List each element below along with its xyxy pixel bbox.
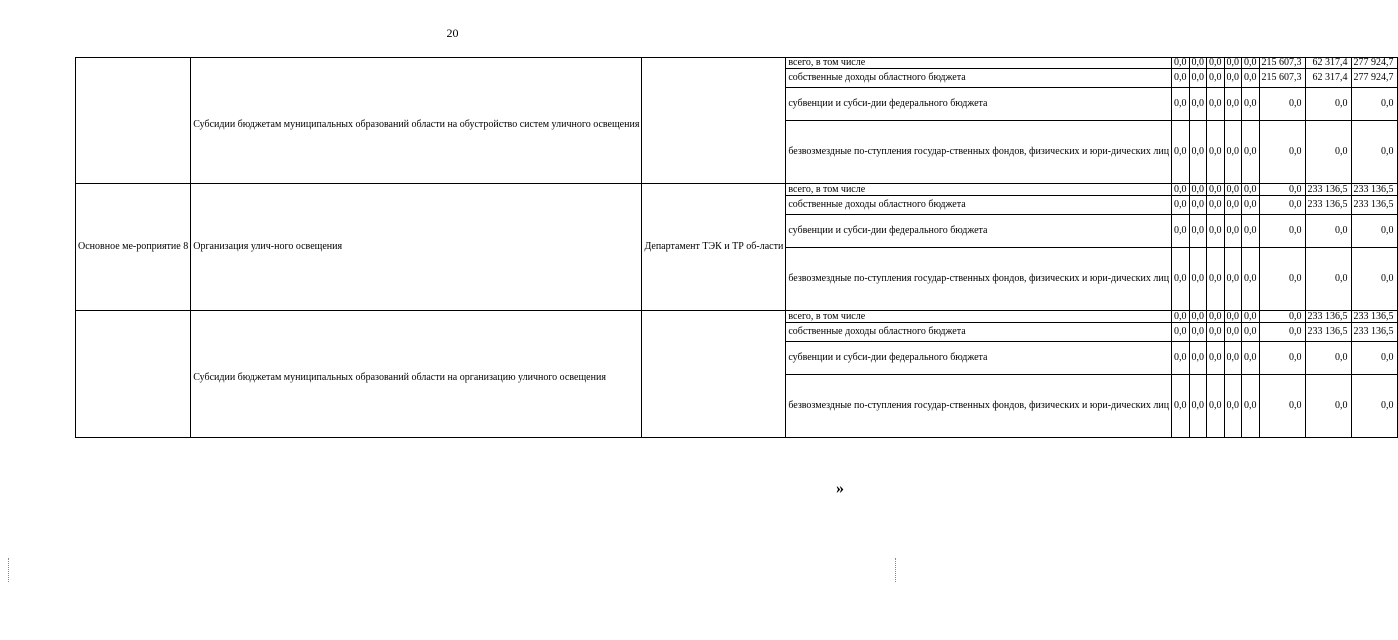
amount-cell: 0,0 <box>1242 184 1260 196</box>
funding-source-label: субвенции и субси-дии федерального бюджета <box>786 88 1172 121</box>
amount-cell: 0,0 <box>1189 121 1207 184</box>
executor-cell <box>642 311 786 438</box>
amount-cell: 0,0 <box>1189 184 1207 196</box>
amount-cell: 0,0 <box>1351 342 1397 375</box>
funding-source-label: собственные доходы областного бюджета <box>786 323 1172 342</box>
measure-name-cell-text: Организация улич-ного освещения <box>193 241 343 252</box>
amount-cell: 0,0 <box>1224 342 1242 375</box>
measure-name-cell <box>191 58 642 184</box>
measure-name-cell <box>191 184 642 311</box>
amount-cell: 0,0 <box>1259 248 1305 311</box>
executor-cell <box>642 184 786 311</box>
amount-cell: 0,0 <box>1172 215 1190 248</box>
amount-cell: 62 317,4 <box>1305 69 1351 88</box>
amount-cell: 0,0 <box>1242 88 1260 121</box>
amount-cell: 233 136,5 <box>1305 311 1351 323</box>
amount-cell: 0,0 <box>1259 375 1305 438</box>
amount-cell: 0,0 <box>1172 375 1190 438</box>
amount-cell: 0,0 <box>1224 196 1242 215</box>
amount-cell: 0,0 <box>1242 69 1260 88</box>
funding-source-label: субвенции и субси-дии федерального бюджета <box>786 342 1172 375</box>
event-cell <box>76 184 191 311</box>
amount-cell: 0,0 <box>1259 184 1305 196</box>
amount-cell: 0,0 <box>1242 323 1260 342</box>
table-body <box>76 58 1398 438</box>
event-cell-text: Основное ме-роприятие 8 <box>78 241 189 252</box>
measure-name-cell-text: Субсидии бюджетам муниципальных образований области на обустройство систем уличного освещения <box>193 118 640 130</box>
page-number: 20 <box>446 26 459 40</box>
amount-cell: 0,0 <box>1172 69 1190 88</box>
amount-cell: 233 136,5 <box>1351 184 1397 196</box>
amount-cell: 0,0 <box>1305 88 1351 121</box>
amount-cell: 233 136,5 <box>1305 196 1351 215</box>
amount-cell: 0,0 <box>1351 248 1397 311</box>
amount-cell: 0,0 <box>1224 311 1242 323</box>
amount-cell: 0,0 <box>1224 58 1242 69</box>
amount-cell: 0,0 <box>1351 121 1397 184</box>
amount-cell: 0,0 <box>1259 196 1305 215</box>
funding-source-label: всего, в том числе <box>786 58 1172 69</box>
funding-source-label: всего, в том числе <box>786 184 1172 196</box>
amount-cell: 0,0 <box>1207 248 1225 311</box>
amount-cell: 0,0 <box>1207 121 1225 184</box>
amount-cell: 0,0 <box>1189 375 1207 438</box>
amount-cell: 0,0 <box>1242 215 1260 248</box>
amount-cell: 0,0 <box>1224 88 1242 121</box>
amount-cell: 0,0 <box>1242 248 1260 311</box>
amount-cell: 215 607,3 <box>1259 69 1305 88</box>
amount-cell: 0,0 <box>1259 121 1305 184</box>
amount-cell: 0,0 <box>1189 342 1207 375</box>
amount-cell: 0,0 <box>1207 342 1225 375</box>
amount-cell: 0,0 <box>1207 184 1225 196</box>
amount-cell: 233 136,5 <box>1305 184 1351 196</box>
amount-cell: 0,0 <box>1207 196 1225 215</box>
amount-cell: 0,0 <box>1224 121 1242 184</box>
amount-cell: 277 924,7 <box>1351 69 1397 88</box>
funding-source-label: субвенции и субси-дии федерального бюджета <box>786 215 1172 248</box>
amount-cell: 0,0 <box>1224 323 1242 342</box>
scan-edge-mark-left <box>8 558 11 582</box>
amount-cell: 233 136,5 <box>1351 311 1397 323</box>
executor-cell-text: Департамент ТЭК и ТР об-ласти <box>644 241 784 252</box>
amount-cell: 0,0 <box>1259 88 1305 121</box>
amount-cell: 0,0 <box>1189 58 1207 69</box>
amount-cell: 0,0 <box>1242 196 1260 215</box>
amount-cell: 0,0 <box>1172 121 1190 184</box>
amount-cell: 0,0 <box>1207 58 1225 69</box>
amount-cell: 0,0 <box>1224 248 1242 311</box>
amount-cell: 0,0 <box>1351 88 1397 121</box>
amount-cell: 0,0 <box>1224 375 1242 438</box>
funding-source-label: безвозмездные по-ступления государ-ственных фондов, физических и юри-дических лиц <box>786 121 1172 184</box>
funding-source-label: собственные доходы областного бюджета <box>786 196 1172 215</box>
event-cell <box>76 58 191 184</box>
amount-cell: 0,0 <box>1207 215 1225 248</box>
amount-cell: 0,0 <box>1189 311 1207 323</box>
funding-source-label: всего, в том числе <box>786 311 1172 323</box>
amount-cell: 0,0 <box>1207 69 1225 88</box>
amount-cell: 0,0 <box>1242 311 1260 323</box>
amount-cell: 0,0 <box>1242 342 1260 375</box>
closing-quote-mark: » <box>836 480 844 497</box>
amount-cell: 0,0 <box>1207 323 1225 342</box>
amount-cell: 0,0 <box>1172 58 1190 69</box>
funding-source-label: безвозмездные по-ступления государ-ственных фондов, физических и юри-дических лиц <box>786 375 1172 438</box>
amount-cell: 0,0 <box>1259 342 1305 375</box>
amount-cell: 233 136,5 <box>1351 196 1397 215</box>
amount-cell: 0,0 <box>1305 375 1351 438</box>
amount-cell: 0,0 <box>1189 215 1207 248</box>
amount-cell: 0,0 <box>1305 248 1351 311</box>
amount-cell: 0,0 <box>1172 184 1190 196</box>
executor-cell <box>642 58 786 184</box>
amount-cell: 0,0 <box>1189 88 1207 121</box>
amount-cell: 0,0 <box>1242 58 1260 69</box>
amount-cell: 0,0 <box>1224 215 1242 248</box>
amount-cell: 0,0 <box>1172 311 1190 323</box>
scan-edge-mark-right <box>895 558 898 582</box>
funding-source-label: собственные доходы областного бюджета <box>786 69 1172 88</box>
amount-cell: 0,0 <box>1305 342 1351 375</box>
amount-cell: 0,0 <box>1259 311 1305 323</box>
amount-cell: 0,0 <box>1242 121 1260 184</box>
amount-cell: 0,0 <box>1259 323 1305 342</box>
amount-cell: 0,0 <box>1172 248 1190 311</box>
table-row <box>76 184 1398 196</box>
amount-cell: 0,0 <box>1207 311 1225 323</box>
amount-cell: 0,0 <box>1189 248 1207 311</box>
budget-table <box>75 57 1398 438</box>
amount-cell: 0,0 <box>1189 323 1207 342</box>
table-row <box>76 58 1398 69</box>
amount-cell: 0,0 <box>1172 342 1190 375</box>
amount-cell: 0,0 <box>1224 69 1242 88</box>
amount-cell: 0,0 <box>1224 184 1242 196</box>
amount-cell: 0,0 <box>1259 215 1305 248</box>
amount-cell: 0,0 <box>1242 375 1260 438</box>
funding-source-label: безвозмездные по-ступления государ-ственных фондов, физических и юри-дических лиц <box>786 248 1172 311</box>
amount-cell: 0,0 <box>1351 375 1397 438</box>
amount-cell: 0,0 <box>1189 196 1207 215</box>
amount-cell: 62 317,4 <box>1305 58 1351 69</box>
amount-cell: 0,0 <box>1189 69 1207 88</box>
amount-cell: 233 136,5 <box>1351 323 1397 342</box>
amount-cell: 233 136,5 <box>1305 323 1351 342</box>
amount-cell: 0,0 <box>1172 323 1190 342</box>
amount-cell: 0,0 <box>1207 375 1225 438</box>
measure-name-cell <box>191 311 642 438</box>
amount-cell: 277 924,7 <box>1351 58 1397 69</box>
amount-cell: 0,0 <box>1207 88 1225 121</box>
amount-cell: 0,0 <box>1172 196 1190 215</box>
event-cell <box>76 311 191 438</box>
amount-cell: 0,0 <box>1172 88 1190 121</box>
amount-cell: 0,0 <box>1351 215 1397 248</box>
amount-cell: 0,0 <box>1305 215 1351 248</box>
amount-cell: 215 607,3 <box>1259 58 1305 69</box>
measure-name-cell-text: Субсидии бюджетам муниципальных образований области на организацию уличного освещения <box>193 372 606 383</box>
amount-cell: 0,0 <box>1305 121 1351 184</box>
table-row <box>76 311 1398 323</box>
